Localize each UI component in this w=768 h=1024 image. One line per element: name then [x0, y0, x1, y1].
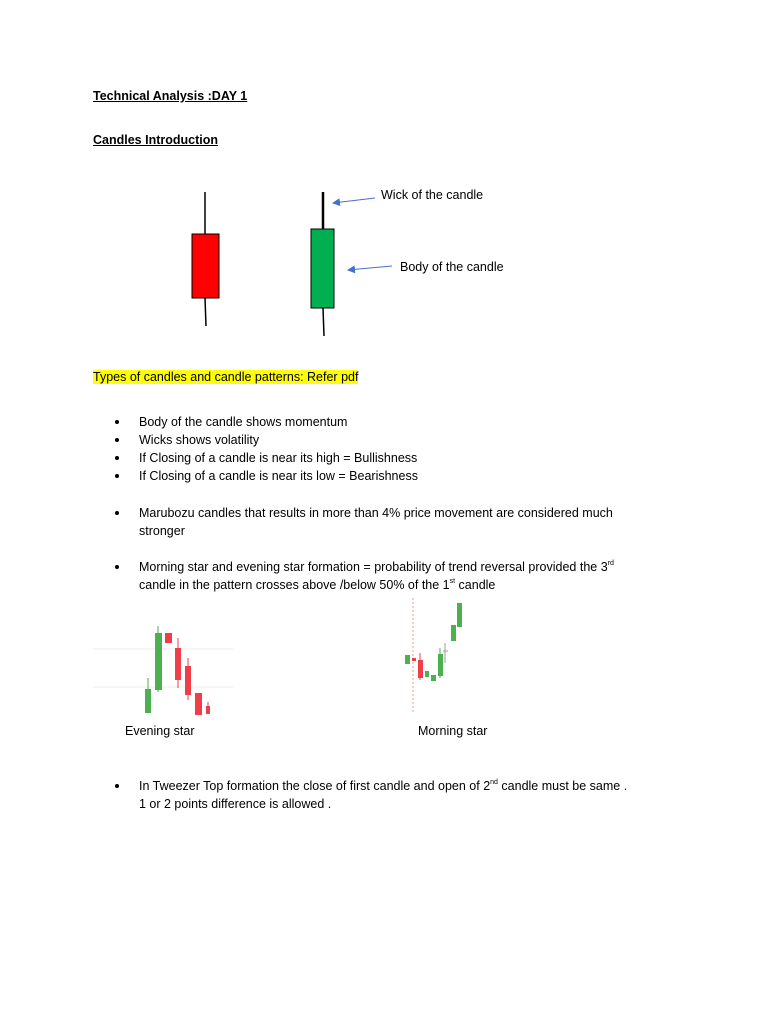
candle-down: [206, 706, 210, 714]
candle-up: [438, 654, 443, 676]
candle-anatomy-diagram: [0, 0, 768, 350]
bullish-candle: [311, 192, 334, 336]
wick-label: Wick of the candle: [381, 188, 484, 202]
wick-arrow: [333, 198, 375, 203]
candle-down: [185, 666, 191, 695]
candle-up: [457, 603, 462, 627]
highlighted-text: Types of candles and candle patterns: Refer pdf: [93, 370, 359, 384]
red-body: [192, 234, 219, 298]
body-label: Body of the candle: [400, 260, 504, 274]
candle-up: [145, 689, 151, 713]
lower-wick: [323, 308, 324, 336]
marubozu-bullet-line2: stronger: [139, 524, 185, 538]
lower-wick: [205, 298, 206, 326]
candle-up: [431, 675, 436, 681]
bullet-item: Wicks shows volatility: [139, 433, 260, 447]
candle-down: [175, 648, 181, 680]
candle-down: [195, 693, 202, 715]
candle-up: [425, 671, 429, 677]
marubozu-bullet-line1: Marubozu candles that results in more than 4% price movement are considered much: [139, 506, 613, 520]
tweezer-line1: In Tweezer Top formation the close of first candle and open of 2nd candle must be same .: [139, 779, 628, 793]
evening-star-caption: Evening star: [125, 724, 195, 738]
candle-down: [418, 660, 423, 678]
candle-up: [405, 655, 410, 664]
star-formation-line2: candle in the pattern crosses above /below 50% of the 1st candle: [139, 578, 496, 592]
body-arrow: [348, 266, 392, 270]
bullet-item: If Closing of a candle is near its high = Bullishness: [139, 451, 418, 465]
bullet-item: If Closing of a candle is near its low = Bearishness: [139, 469, 418, 483]
tweezer-line2: 1 or 2 points difference is allowed .: [139, 797, 332, 811]
bearish-candle: [192, 192, 219, 326]
bullet-item: Body of the candle shows momentum: [139, 415, 348, 429]
green-body: [311, 229, 334, 308]
candle-down: [165, 633, 172, 643]
star-formation-line1: Morning star and evening star formation = probability of trend reversal provided the 3rd: [139, 560, 614, 574]
candle-up: [155, 633, 162, 690]
section-heading: Candles Introduction: [93, 133, 218, 147]
morning-star-image: [398, 598, 478, 716]
document-title: Technical Analysis :DAY 1: [93, 89, 248, 103]
highlight-note: [93, 368, 358, 386]
evening-star-image: [93, 618, 238, 716]
candle-up: [451, 625, 456, 641]
candle-down: [412, 658, 416, 661]
morning-star-caption: Morning star: [418, 724, 488, 738]
